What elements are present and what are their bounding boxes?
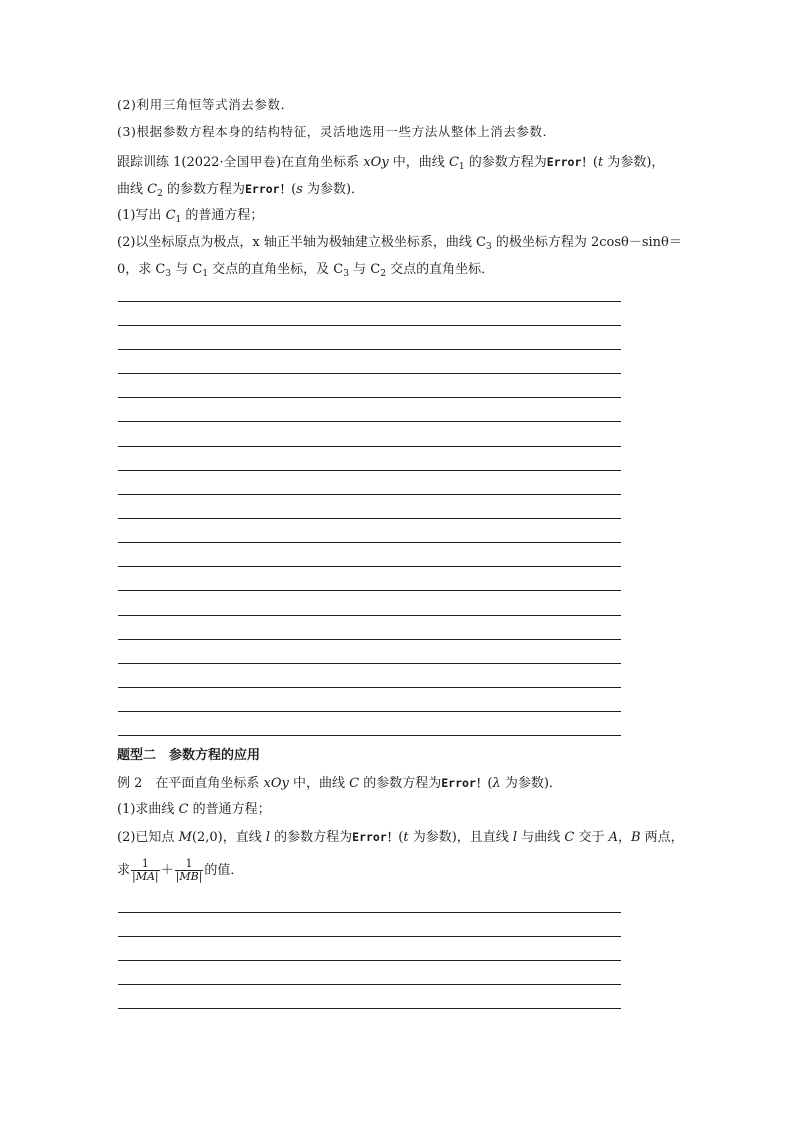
answer-rule	[118, 421, 621, 422]
answer-rule	[118, 590, 621, 591]
method-item-2: (2)利用三角恒等式消去参数．	[117, 97, 294, 112]
answer-rule	[118, 735, 621, 736]
answer-rule	[118, 446, 621, 447]
practice-question-1: (1)写出 $C_1$ 的普通方程；	[117, 208, 264, 225]
fraction-one-over-ma: $\frac{1}{|MA|}$	[132, 857, 159, 883]
answer-rule	[118, 936, 621, 937]
example-2-question-1: (1)求曲线 C 的普通方程；	[117, 802, 271, 817]
practice-question-2-line-1: (2)以坐标原点为极点，x 轴正半轴为极轴建立极坐标系，曲线 $C_3$ 的极坐标方程为 2cosθ－sinθ＝	[117, 235, 682, 252]
answer-rule	[118, 711, 621, 712]
section-heading: 题型二 参数方程的应用	[117, 748, 261, 763]
answer-rule	[118, 960, 621, 961]
answer-rule	[118, 301, 621, 302]
answer-rule	[118, 518, 621, 519]
answer-rule	[118, 542, 621, 543]
example-2-question-2-line-2: 求 $\frac{1}{|MA|}$ ＋ $\frac{1}{|MB|}$ 的值．	[117, 857, 244, 883]
answer-rule	[118, 663, 621, 664]
practice-question-2-line-2: 0，求 $C_3$ 与 $C_1$ 交点的直角坐标，及 $C_3$ 与 $C_2$ 交点的直角坐标．	[117, 262, 495, 279]
practice-statement-line-2: 曲线 $C_2$ 的参数方程为Error！(s 为参数)．	[117, 182, 365, 199]
answer-rule	[118, 984, 621, 985]
answer-rule	[118, 566, 621, 567]
answer-rule	[118, 615, 621, 616]
answer-rule	[118, 349, 621, 350]
answer-rule	[118, 912, 621, 913]
answer-rule	[118, 397, 621, 398]
answer-rule	[118, 687, 621, 688]
answer-rule	[118, 639, 621, 640]
practice-statement-line-1: 跟踪训练 1(2022·全国甲卷)在直角坐标系 xOy 中，曲线 $C_1$ 的参数方程为Error！(t 为参数)，	[117, 154, 665, 172]
error-placeholder: Error！	[352, 830, 399, 844]
answer-rule	[118, 494, 621, 495]
method-item-3: (3)根据参数方程本身的结构特征，灵活地选用一些方法从整体上消去参数．	[117, 124, 556, 139]
error-placeholder: Error！	[441, 776, 488, 790]
error-placeholder: Error！	[546, 155, 593, 169]
answer-rule	[118, 470, 621, 471]
answer-rule	[118, 1008, 621, 1009]
practice-source: 全国甲卷	[223, 154, 277, 169]
answer-rule	[118, 373, 621, 374]
error-placeholder: Error！	[244, 182, 292, 196]
fraction-one-over-mb: $\frac{1}{|MB|}$	[175, 857, 203, 883]
answer-rule	[118, 325, 621, 326]
example-2-question-2-line-1: (2)已知点 M(2,0)，直线 l 的参数方程为Error！(t 为参数)，且直线 l 与曲线 C 交于 A，B 两点，	[117, 830, 684, 845]
example-2-statement: 例 2 在平面直角坐标系 xOy 中，曲线 C 的参数方程为Error！(λ 为参数)．	[117, 776, 562, 791]
